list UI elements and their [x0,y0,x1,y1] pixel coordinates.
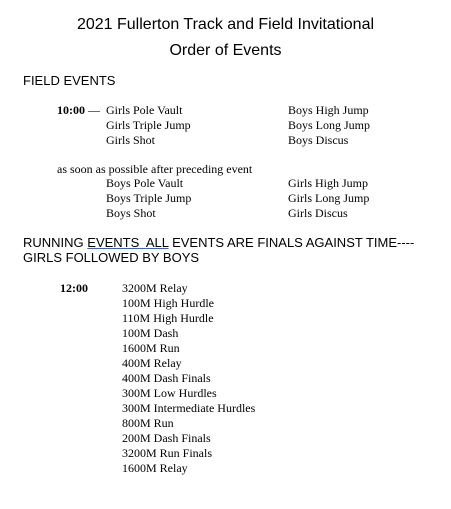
field-events-heading: FIELD EVENTS [23,73,116,88]
list-item: 200M Dash Finals [122,431,211,445]
time-dash: — [85,103,100,117]
heading-all-word: ALL [145,235,169,250]
list-item: Boys Pole Vault [106,176,184,190]
field-block1-left-list [106,103,191,148]
heading-text: RUNNING [23,235,88,250]
list-item: 1600M Relay [122,461,188,475]
list-item: Boys Discus [288,133,349,147]
list-item: 300M Low Hurdles [122,386,217,400]
list-item: 100M Dash [122,326,179,340]
list-item: 1600M Run [122,341,180,355]
list-item: Girls Discus [288,206,348,220]
list-item: Girls Shot [106,133,156,147]
document-title: 2021 Fullerton Track and Field Invitational [76,16,375,33]
list-item: Boys Long Jump [288,118,371,132]
list-item: Girls Triple Jump [106,118,191,132]
list-item: Girls Long Jump [288,191,370,205]
list-item: 400M Relay [122,356,182,370]
list-item: 3200M Run Finals [122,446,213,460]
running-time-label: 12:00 [60,281,88,295]
field-block1-right-list [288,103,370,148]
running-events-heading [23,235,414,250]
list-item: 100M High Hurdle [122,296,214,310]
field-block1-time [57,103,100,118]
document-subtitle: Order of Events [169,42,282,59]
list-item: Boys Triple Jump [106,191,192,205]
list-item: 400M Dash Finals [122,371,211,385]
list-item: 110M High Hurdle [122,311,214,325]
time-label: 10:00 [57,103,85,117]
list-item: Boys High Jump [288,103,369,117]
running-events-list [122,281,255,476]
list-item: Girls Pole Vault [106,103,183,117]
field-block2-right-list [288,176,369,221]
field-block2-left-list [106,176,191,221]
heading-events-word: EVENTS [87,235,140,250]
list-item: 3200M Relay [122,281,188,295]
list-item: Boys Shot [106,206,156,220]
list-item: 300M Intermediate Hurdles [122,401,256,415]
running-events-heading-line2: GIRLS FOLLOWED BY BOYS [23,250,200,265]
list-item: 800M Run [122,416,174,430]
field-block2-note: as soon as possible after preceding event [57,162,253,176]
list-item: Girls High Jump [288,176,369,190]
heading-text-rest: EVENTS ARE FINALS AGAINST TIME---- [168,235,415,250]
